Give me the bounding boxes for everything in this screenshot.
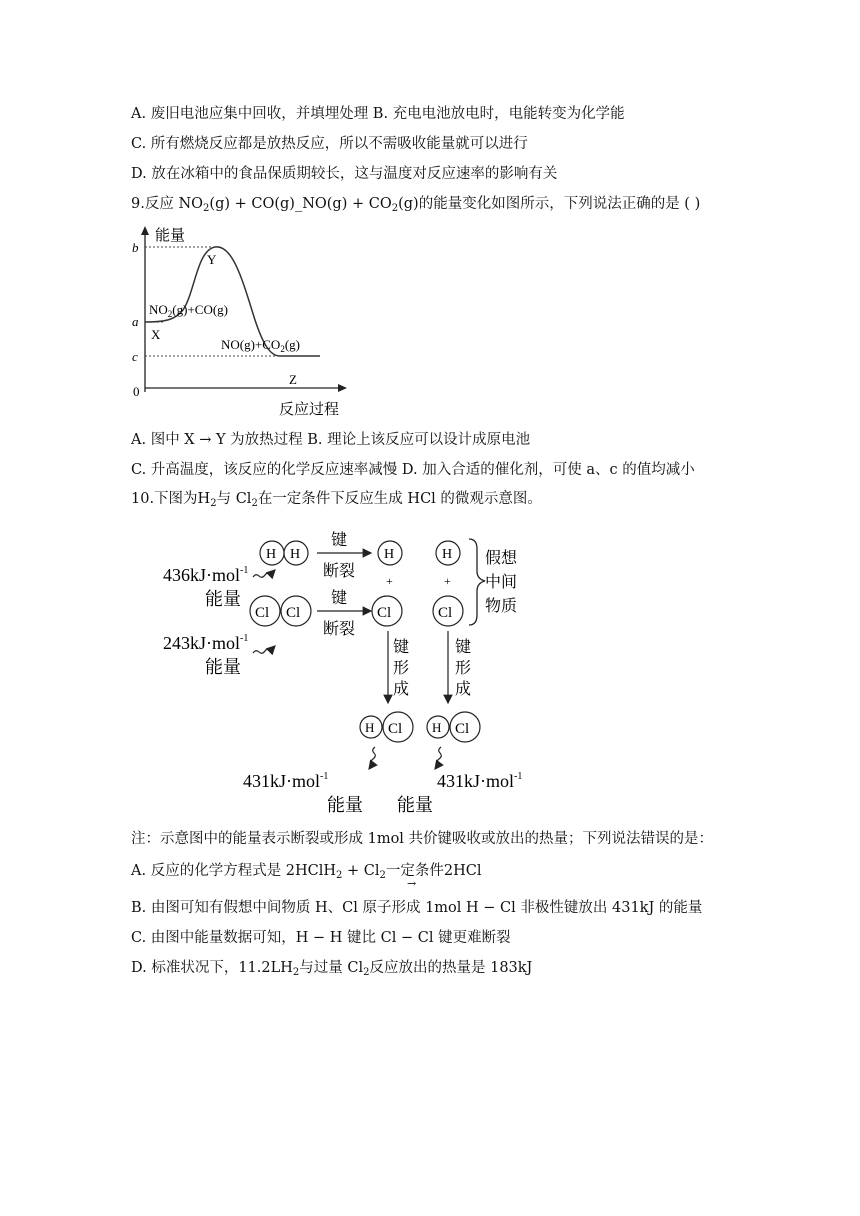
q10-stem: 10.下图为$H_2$与 $Cl_2$在一定条件下反应生成 HCl 的微观示意图。 [131, 491, 542, 509]
svg-text:形: 形 [455, 660, 472, 677]
svg-text:Cl: Cl [255, 605, 270, 621]
svg-text:物质: 物质 [485, 598, 518, 615]
label-x: X [151, 327, 161, 342]
energy-in-arrow-1 [253, 570, 275, 577]
x-axis-title: 反应过程 [279, 402, 340, 418]
energy-out-arrow-1 [369, 747, 375, 769]
svg-text:键: 键 [331, 590, 348, 607]
energy-label-436: 436kJ·mol$^{-1}$ [163, 565, 249, 585]
svg-text:断裂: 断裂 [323, 621, 356, 638]
svg-text:能量: 能量 [397, 795, 433, 815]
label-a: a [132, 314, 139, 329]
energy-out-arrow-2 [435, 747, 441, 769]
svg-text:能量: 能量 [327, 795, 363, 815]
svg-text:H: H [290, 547, 301, 562]
svg-text:Cl: Cl [377, 605, 392, 621]
label-z: Z [289, 372, 297, 387]
y-axis-title: 能量 [155, 228, 186, 244]
x-axis-arrow [338, 384, 347, 392]
svg-text:成: 成 [455, 681, 472, 698]
svg-text:Cl: Cl [286, 605, 301, 621]
energy-label-243: 243kJ·mol$^{-1}$ [163, 633, 249, 653]
svg-text:Cl: Cl [388, 721, 403, 737]
svg-text:形: 形 [393, 660, 410, 677]
q9-option-a: A. 图中 X → Y 为放热过程 B. 理论上该反应可以设计成原电池 [131, 432, 531, 448]
label-zero: 0 [133, 384, 140, 399]
energy-in-arrow-2 [253, 646, 275, 653]
label-products: $NO(g)+CO_2(g)$ [221, 337, 300, 354]
q10-note: 注：示意图中的能量表示断裂或形成 1mol 共价键吸收或放出的热量；下列说法错误的是： [131, 831, 714, 847]
svg-text:能量: 能量 [205, 657, 241, 677]
q8-option-c: C. 所有燃烧反应都是放热反应，所以不需吸收能量就可以进行 [131, 136, 528, 152]
y-axis-arrow [141, 226, 149, 235]
svg-text:断裂: 断裂 [323, 563, 356, 580]
svg-text:H: H [442, 547, 453, 562]
svg-text:H: H [432, 720, 442, 735]
svg-text:+: + [444, 574, 451, 588]
q9-stem: 9.反应 $NO_2(g)$ + CO(g)_NO(g) + $CO_2(g)$的能量变化如图所示，下列说法正确的是 ( ) [131, 196, 701, 214]
q10-reaction-diagram [155, 525, 555, 820]
svg-text:能量: 能量 [205, 589, 241, 609]
label-b: b [132, 240, 139, 255]
svg-text:键: 键 [393, 639, 410, 656]
q10-option-a: A. 反应的化学方程式是 2HClH$_2$ + $Cl_2$一定条件2HCl [131, 863, 482, 881]
q8-option-a: A. 废旧电池应集中回收，并填埋处理 B. 充电电池放电时，电能转变为化学能 [131, 106, 625, 122]
svg-text:成: 成 [393, 681, 410, 698]
q10-option-d: D. 标准状况下，$11.2LH_2$与过量 $Cl_2$反应放出的热量是 183kJ [131, 960, 533, 978]
energy-label-431-left: 431kJ·mol$^{-1}$ [243, 771, 329, 791]
q10-option-c: C. 由图中能量数据可知，H − H 键比 Cl − Cl 键更难断裂 [131, 930, 511, 946]
svg-text:H: H [384, 547, 395, 562]
q9-energy-diagram [125, 222, 365, 422]
svg-text:假想: 假想 [485, 550, 518, 567]
svg-text:H: H [365, 720, 375, 735]
label-c: c [132, 349, 138, 364]
label-reactants: $NO_2(g)+CO(g)$ [149, 302, 228, 319]
svg-text:中间: 中间 [485, 574, 518, 591]
energy-label-431-right: 431kJ·mol$^{-1}$ [437, 771, 523, 791]
q8-option-d: D. 放在冰箱中的食品保质期较长，这与温度对反应速率的影响有关 [131, 166, 558, 182]
svg-text:+: + [386, 574, 393, 588]
svg-text:键: 键 [455, 639, 472, 656]
svg-text:Cl: Cl [438, 605, 453, 621]
label-y: Y [207, 252, 217, 267]
svg-text:键: 键 [331, 532, 348, 549]
q9-option-c: C. 升高温度，该反应的化学反应速率减慢 D. 加入合适的催化剂，可使 a、c 的值均减小 [131, 462, 695, 478]
svg-text:H: H [266, 547, 277, 562]
brace [469, 539, 485, 625]
q10-option-b: B. 由图可知有假想中间物质 H、Cl 原子形成 1mol H − Cl 非极性键放出 431kJ 的能量 [131, 900, 703, 916]
q10-option-a-arrow: → [407, 877, 417, 890]
svg-text:Cl: Cl [455, 721, 470, 737]
